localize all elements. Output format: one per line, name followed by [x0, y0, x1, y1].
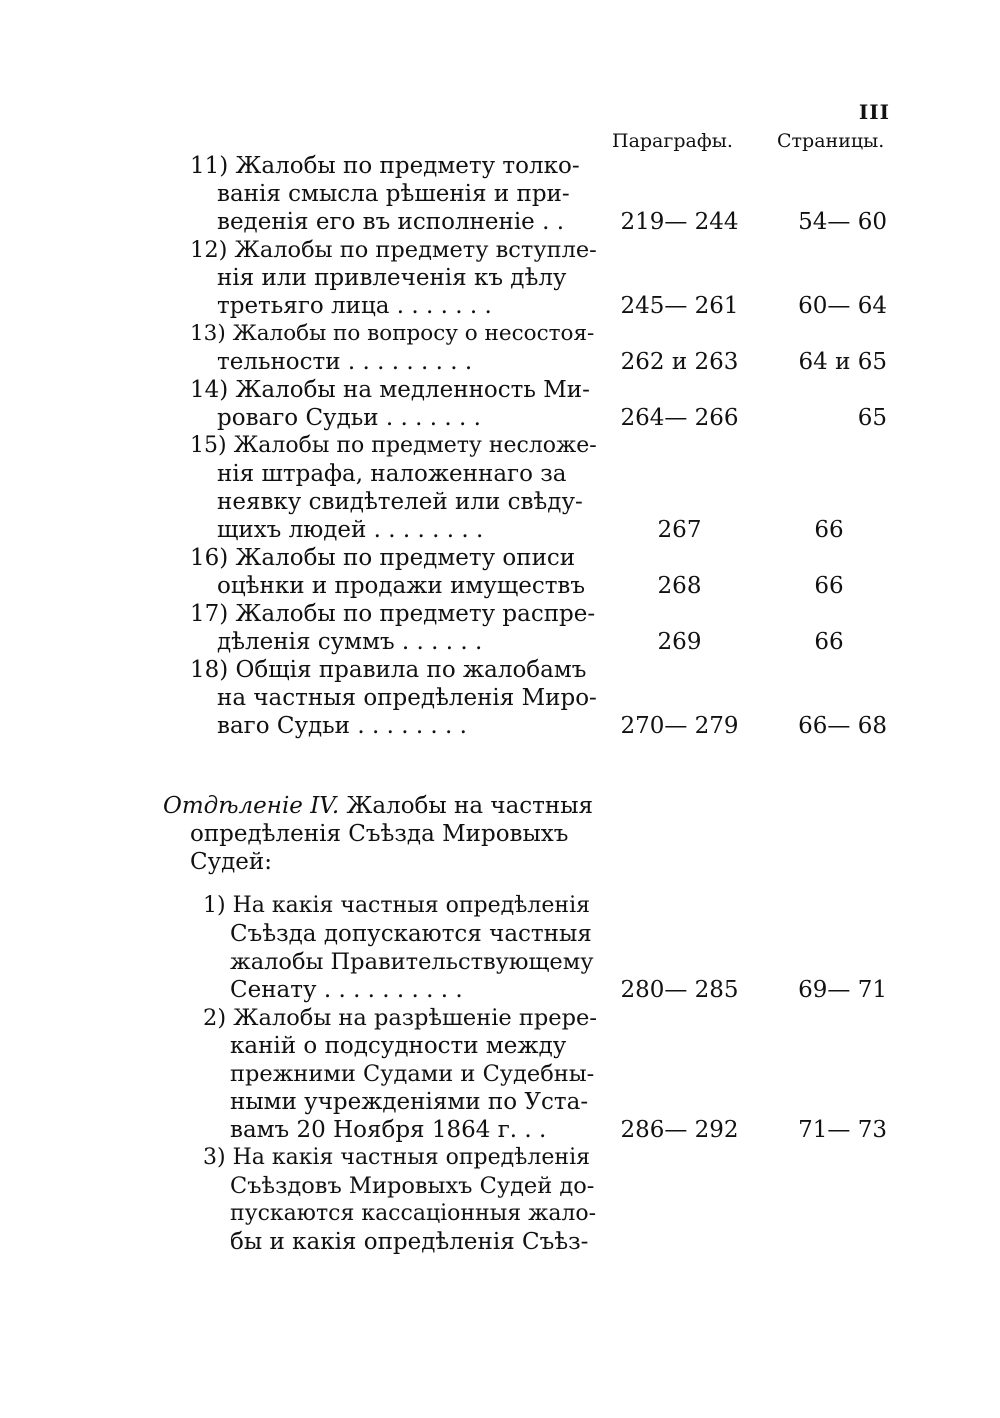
entry-paragraphs: 286— 292 — [620, 1117, 739, 1143]
entry-line: 16) Жалобы по предмету описи — [190, 545, 576, 571]
entry-paragraphs: 270— 279 — [620, 713, 739, 739]
entry-line: 18) Общія правила по жалобамъ — [190, 657, 587, 683]
entry-line: роваго Судьи . . . . . . . — [217, 405, 481, 431]
entry-line: 1) На какія частныя опредѣленія — [203, 893, 590, 918]
entry-pages: 54— 60 — [798, 209, 887, 235]
entry-line: 3) На какія частныя опредѣленія — [203, 1145, 590, 1170]
entry-pages: 66— 68 — [798, 713, 887, 739]
entry-line: дѣленія суммъ . . . . . . — [217, 629, 483, 655]
entry-paragraphs: 219— 244 — [620, 209, 739, 235]
entry-line: ными учрежденіями по Уста- — [230, 1089, 589, 1115]
section-title-first: Жалобы на частныя — [346, 793, 594, 819]
entry-line: 13) Жалобы по вопросу о несостоя- — [190, 321, 595, 346]
entry-line: Съѣздовъ Мировыхъ Судей до- — [230, 1173, 595, 1199]
entry-line: тельности . . . . . . . . . — [217, 349, 473, 375]
section-prefix: Отдѣленіе IV. — [163, 793, 340, 819]
page-number: III — [858, 100, 890, 124]
entry-paragraphs: 264— 266 — [620, 405, 739, 431]
column-header-paragraphs: Параграфы. — [612, 130, 733, 152]
entry-line: 12) Жалобы по предмету вступле- — [190, 237, 597, 263]
section-title-line: опредѣленія Съѣзда Мировыхъ — [190, 821, 569, 847]
entry-pages: 60— 64 — [798, 293, 887, 319]
entry-line: веденія его въ исполненіе . . — [217, 209, 565, 235]
entry-line: пускаются кассаціонныя жало- — [230, 1201, 597, 1226]
entry-line: 11) Жалобы по предмету толко- — [190, 153, 580, 179]
entry-line: на частныя опредѣленія Миро- — [217, 685, 597, 711]
entry-line: Съѣзда допускаются частныя — [230, 921, 592, 947]
entry-paragraphs: 269 — [657, 629, 702, 655]
entry-line: вамъ 20 Ноября 1864 г. . . — [230, 1117, 547, 1143]
entry-line: 15) Жалобы по предмету несложе- — [190, 433, 597, 458]
entry-paragraphs: 245— 261 — [620, 293, 739, 319]
entry-line: бы и какія опредѣленія Съѣз- — [230, 1229, 589, 1255]
entry-pages: 66 — [814, 573, 844, 599]
entry-paragraphs: 268 — [657, 573, 702, 599]
entry-pages: 66 — [814, 517, 844, 543]
section-title-line — [163, 792, 593, 820]
entry-line: щихъ людей . . . . . . . . — [217, 517, 484, 543]
entry-pages: 71— 73 — [798, 1117, 887, 1143]
entry-pages: 65 — [857, 405, 887, 431]
entry-line: прежними Судами и Судебны- — [230, 1061, 595, 1087]
section-title-line: Судей: — [190, 849, 272, 875]
entry-line: Сенату . . . . . . . . . . — [230, 977, 463, 1003]
entry-paragraphs: 280— 285 — [620, 977, 739, 1003]
entry-line: каній о подсудности между — [230, 1033, 567, 1059]
entry-line: третьяго лица . . . . . . . — [217, 293, 492, 319]
entry-line: неявку свидѣтелей или свѣду- — [217, 489, 583, 515]
entry-line: оцѣнки и продажи имуществъ — [217, 573, 585, 599]
entry-line: ванія смысла рѣшенія и при- — [217, 181, 570, 207]
column-header-pages: Страницы. — [777, 130, 885, 152]
entry-pages: 69— 71 — [798, 977, 887, 1003]
entry-line: 17) Жалобы по предмету распре- — [190, 601, 596, 627]
entry-paragraphs: 262 и 263 — [620, 349, 739, 375]
entry-line: ваго Судьи . . . . . . . . — [217, 713, 467, 739]
entry-line: нія штрафа, наложеннаго за — [217, 461, 567, 487]
entry-line: нія или привлеченія къ дѣлу — [217, 265, 567, 291]
entry-line: 14) Жалобы на медленность Ми- — [190, 377, 590, 403]
entry-line: 2) Жалобы на разрѣшеніе прере- — [203, 1005, 597, 1031]
entry-line: жалобы Правительствующему — [230, 949, 594, 975]
entry-pages: 64 и 65 — [798, 349, 887, 375]
entry-paragraphs: 267 — [657, 517, 702, 543]
entry-pages: 66 — [814, 629, 844, 655]
